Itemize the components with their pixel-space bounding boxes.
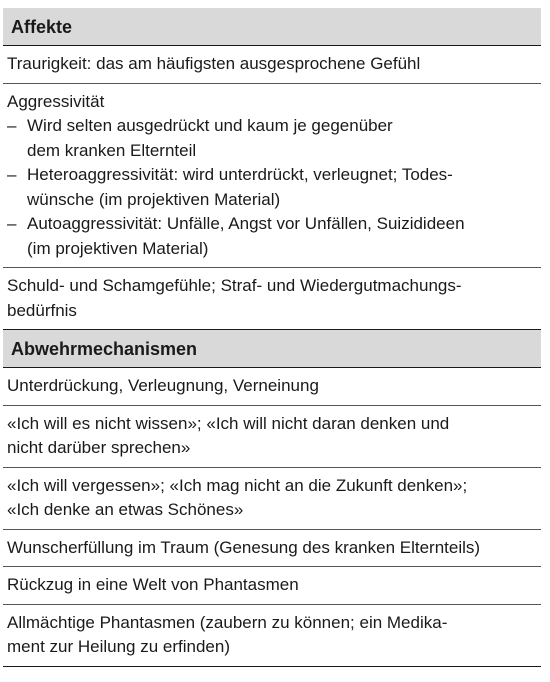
table-row (3, 368, 541, 406)
row-text: «Ich denke an etwas Schönes» (7, 500, 244, 519)
section-title: Abwehrmechanismen (11, 339, 198, 359)
section-header-affekte (3, 8, 541, 46)
dash-list (7, 114, 541, 261)
table-row-aggressivitaet (3, 84, 541, 269)
row-text: Wunscherfüllung im Traum (Genesung des kranken Elternteils) (7, 537, 481, 557)
row-text: bedürfnis (7, 300, 77, 320)
row-text: Schuld- und Schamgefühle; Straf- und Wiedergutmachungs- (7, 276, 462, 295)
list-item (7, 212, 541, 261)
list-item-line: – Heteroaggressivität: wird unterdrückt, verleugnet; Todes- (27, 165, 453, 184)
section-header-abwehrmechanismen (3, 330, 541, 368)
content-table (3, 8, 541, 667)
table-row-traurigkeit (3, 46, 541, 84)
list-item (7, 114, 541, 163)
table-row (3, 468, 541, 530)
row-text: Unterdrückung, Verleugnung, Verneinung (7, 376, 319, 395)
list-item-line: – Wird selten ausgedrückt und kaum je gegenüber (27, 116, 393, 135)
row-text: Rückzug in eine Welt von Phantasmen (7, 575, 299, 594)
list-item-line: dem kranken Elternteil (27, 140, 197, 160)
row-text: Allmächtige Phantasmen (zaubern zu können; ein Medika- (7, 612, 448, 632)
list-item-line: wünsche (im projektiven Material) (27, 189, 281, 209)
row-text: «Ich will vergessen»; «Ich mag nicht an die Zukunft denken»; (7, 475, 468, 495)
list-item-line: (im projektiven Material) (27, 238, 209, 258)
list-item-line: – Autoaggressivität: Unfälle, Angst vor Unfällen, Suizidideen (27, 214, 465, 233)
row-text: Traurigkeit: das am häufigsten ausgesprochene Gefühl (7, 54, 421, 73)
table-row-schuld (3, 268, 541, 330)
section-title: Affekte (11, 17, 73, 37)
row-heading: Aggressivität (7, 91, 105, 111)
list-item (7, 163, 541, 212)
table-row (3, 567, 541, 605)
table-row (3, 605, 541, 667)
table-row (3, 406, 541, 468)
row-text: ment zur Heilung zu erfinden) (7, 637, 231, 656)
row-text: nicht darüber sprechen» (7, 438, 191, 457)
table-row (3, 530, 541, 568)
row-text: «Ich will es nicht wissen»; «Ich will nicht daran denken und (7, 413, 450, 433)
